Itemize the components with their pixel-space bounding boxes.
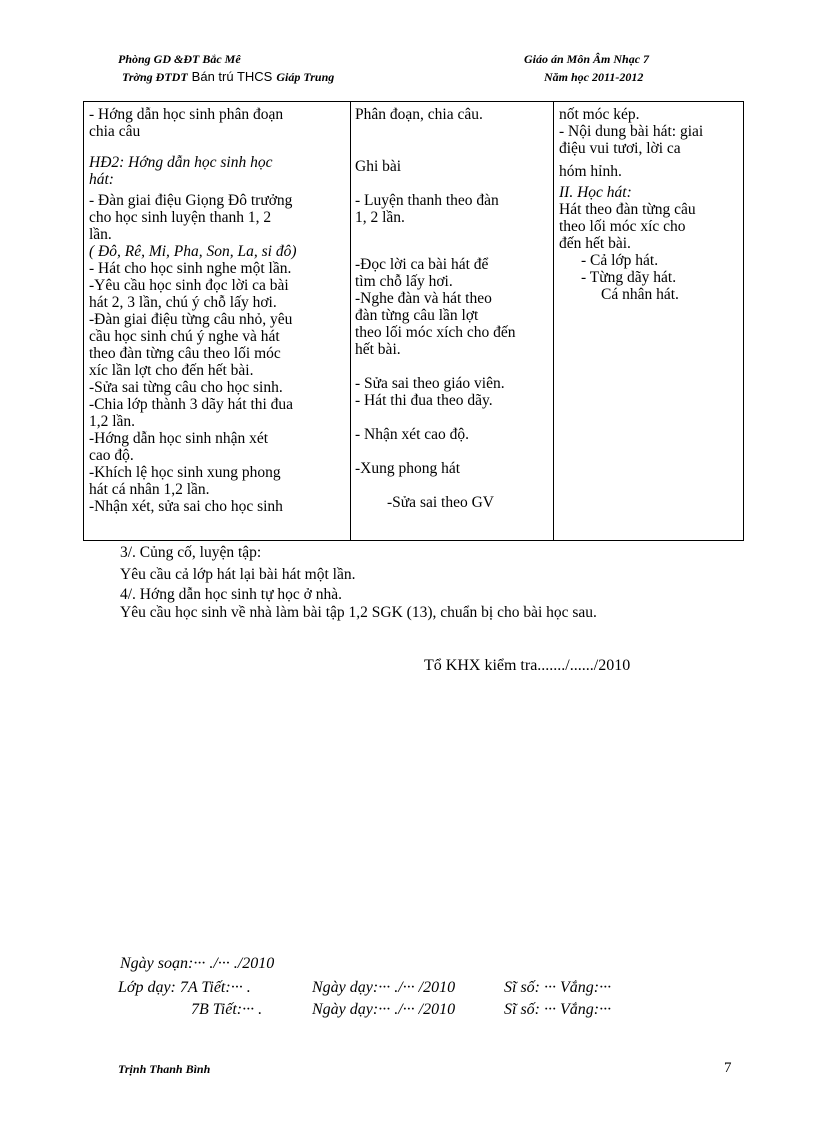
table-line: - Cả lớp hát. — [581, 252, 659, 269]
table-line: -Nhận xét, sửa sai cho học sinh — [89, 498, 283, 515]
table-line: cho học sinh luyện thanh 1, 2 — [89, 209, 272, 226]
header-school: Phòng GD &ĐT Bắc Mê — [118, 52, 241, 66]
review-signature: Tổ KHX kiểm tra......./....../2010 — [424, 657, 631, 674]
consolidation-heading: 3/. Củng cố, luyện tập: — [120, 544, 262, 561]
homework-task: Yêu cầu học sinh về nhà làm bài tập 1,2 SGK (13), chuẩn bị cho bài học sau. — [120, 604, 597, 621]
table-line: - Từng dãy hát. — [581, 269, 677, 286]
table-line: 1,2 lần. — [89, 413, 136, 430]
column-divider — [553, 102, 554, 540]
table-line: - Hát cho học sinh nghe một lần. — [89, 260, 292, 277]
table-line: -Hớng dẫn học sinh nhận xét — [89, 430, 269, 447]
header-school-type: Trờng ĐTDT — [122, 70, 188, 84]
table-line: -Khích lệ học sinh xung phong — [89, 464, 281, 481]
content-column — [559, 106, 743, 303]
table-line: -Đàn giai điệu từng câu nhỏ, yêu — [89, 311, 293, 328]
table-line: -Đọc lời ca bài hát để — [355, 256, 489, 273]
header-school-line2 — [122, 68, 334, 86]
table-line: - Hớng dẫn học sinh phân đoạn — [89, 106, 284, 123]
attendance-7b: Sĩ số: ··· Vắng:··· — [504, 1001, 612, 1018]
table-line: 1, 2 lần. — [355, 209, 405, 226]
teacher-activity-column — [89, 106, 347, 515]
table-line: -Nghe đàn và hát theo — [355, 290, 492, 307]
attendance-7a: Sĩ số: ··· Vắng:··· — [504, 979, 612, 996]
column-divider — [350, 102, 351, 540]
table-line: Ghi bài — [355, 158, 402, 175]
table-line: cao độ. — [89, 447, 134, 464]
activity-heading: hát: — [89, 171, 114, 188]
consolidation-task: Yêu cầu cả lớp hát lại bài hát một lần. — [120, 566, 356, 583]
table-line: - Nhận xét cao độ. — [355, 426, 470, 443]
table-line: chia câu — [89, 123, 141, 140]
table-line: -Yêu cầu học sinh đọc lời ca bài — [89, 277, 289, 294]
header-school-place: Giáp Trung — [276, 70, 335, 84]
page-number: 7 — [724, 1060, 732, 1076]
table-line: theo đàn từng câu theo lối móc — [89, 345, 281, 362]
table-line: nốt móc kép. — [559, 106, 640, 123]
table-line: hóm hỉnh. — [559, 163, 622, 180]
table-line: xíc lần lợt cho đến hết bài. — [89, 362, 254, 379]
class-7a: Lớp dạy: 7A Tiết:··· . — [118, 979, 251, 996]
student-activity-column — [355, 106, 550, 511]
lesson-table — [83, 101, 744, 541]
table-line: tìm chỗ lấy hơi. — [355, 273, 453, 290]
activity-heading: HĐ2: Hớng dẫn học sinh học — [89, 154, 273, 171]
table-line: -Sửa sai từng câu cho học sinh. — [89, 379, 283, 396]
author-name: Trịnh Thanh Bình — [118, 1062, 211, 1076]
table-line: Phân đoạn, chia câu. — [355, 106, 483, 123]
teaching-date-7b: Ngày dạy:··· ./··· /2010 — [312, 1001, 456, 1018]
table-line: lần. — [89, 226, 112, 243]
table-line: - Hát thi đua theo dãy. — [355, 392, 493, 409]
table-line: - Đàn giai điệu Giọng Đô trưởng — [89, 192, 293, 209]
header-school-year: Năm học 2011-2012 — [544, 70, 644, 84]
homework-heading: 4/. Hớng dẫn học sinh tự học ở nhà. — [120, 586, 342, 603]
table-line: - Nội dung bài hát: giai — [559, 123, 704, 140]
table-line: -Chia lớp thành 3 dãy hát thi đua — [89, 396, 294, 413]
table-line: - Luyện thanh theo đàn — [355, 192, 499, 209]
header-school-name: Bán trú THCS — [191, 69, 273, 84]
preparation-date: Ngày soạn:··· ./··· ./2010 — [120, 955, 275, 972]
header-subject: Giáo án Môn Âm Nhạc 7 — [524, 52, 650, 66]
table-line: đến hết bài. — [559, 235, 631, 252]
table-line: -Xung phong hát — [355, 460, 461, 477]
table-line: Hát theo đàn từng câu — [559, 201, 696, 218]
table-line: - Sửa sai theo giáo viên. — [355, 375, 505, 392]
class-7b: 7B Tiết:··· . — [191, 1001, 263, 1018]
table-line: theo lối móc xíc cho — [559, 218, 686, 235]
table-line: hát 2, 3 lần, chú ý chỗ lấy hơi. — [89, 294, 277, 311]
table-line: cầu học sinh chú ý nghe và hát — [89, 328, 280, 345]
solfege-notes: ( Đô, Rê, Mi, Pha, Son, La, si đô) — [89, 243, 297, 260]
section-heading: II. Học hát: — [559, 184, 632, 201]
table-line: hết bài. — [355, 341, 401, 358]
table-line: -Sửa sai theo GV — [387, 494, 494, 511]
teaching-date-7a: Ngày dạy:··· ./··· /2010 — [312, 979, 456, 996]
table-line: theo lối móc xích cho đến — [355, 324, 516, 341]
table-line: hát cá nhân 1,2 lần. — [89, 481, 210, 498]
table-line: đàn từng câu lần lợt — [355, 307, 479, 324]
table-line: điệu vui tươi, lời ca — [559, 140, 681, 157]
table-line: Cá nhân hát. — [601, 286, 679, 303]
